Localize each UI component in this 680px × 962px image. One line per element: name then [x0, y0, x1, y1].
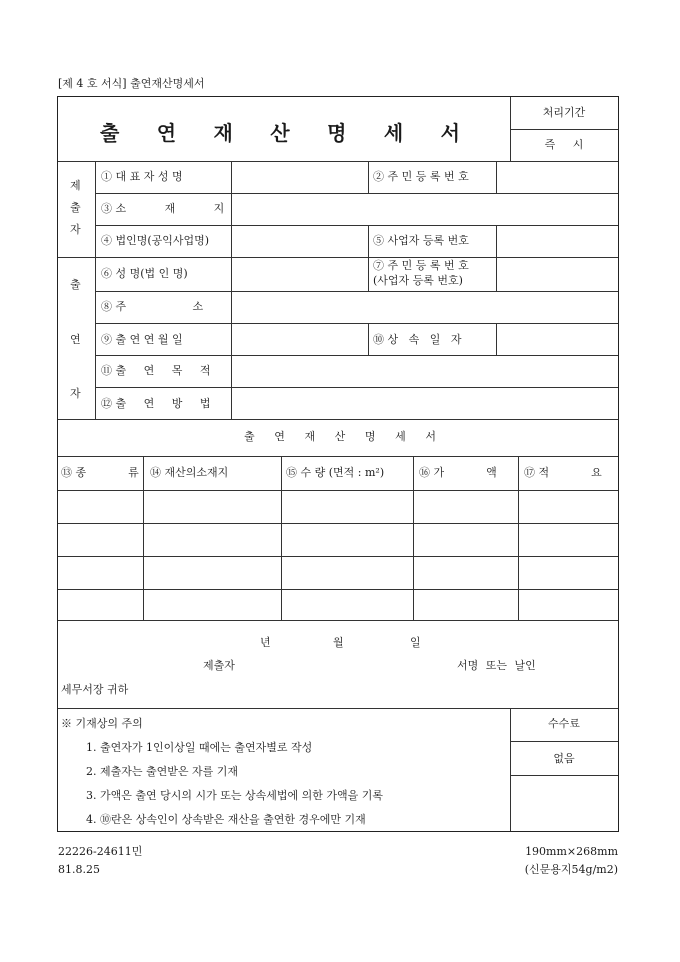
date-year: 년 [260, 636, 271, 649]
contributor-name-field[interactable] [233, 259, 366, 289]
section-title-char: 서 [425, 430, 436, 443]
submitter-char: 자 [70, 223, 81, 236]
note-item: 1. 출연자가 1인이상일 때에는 출연자별로 작성 [86, 741, 313, 754]
representative-name-field[interactable] [233, 163, 366, 191]
table-row[interactable] [58, 557, 618, 588]
date-day: 일 [410, 636, 421, 649]
table-row[interactable] [58, 491, 618, 522]
business-number-field[interactable] [498, 227, 616, 255]
resident-number-field[interactable] [498, 163, 616, 191]
label-contributor-name: ⑥ 성 명(법 인 명) [101, 267, 188, 280]
note-item: 2. 제출자는 출연받은 자를 기재 [86, 765, 238, 778]
contributor-char: 자 [70, 387, 81, 400]
section-title-char: 재 [304, 430, 316, 443]
table-row[interactable] [58, 524, 618, 555]
header-remarks: ⑰ 적 요 [524, 466, 602, 479]
section-title-char: 세 [395, 430, 406, 443]
form-title [100, 113, 460, 149]
fee-value: 없음 [553, 752, 575, 765]
submitter-char: 제 [70, 179, 81, 192]
label-contribution-date: ⑨ 출 연 연 월 일 [101, 333, 183, 346]
contribution-method-field[interactable] [233, 389, 616, 417]
title-char: 명 [327, 120, 347, 145]
header-location: ⑭ 재산의소재지 [150, 466, 229, 479]
fee-label: 수수료 [548, 717, 580, 730]
title-char: 연 [156, 120, 177, 145]
label-corporation-name: ④ 법인명(공익사업명) [101, 234, 210, 247]
corporation-name-field[interactable] [233, 227, 366, 255]
section-title-char: 출 [244, 430, 255, 443]
title-char: 산 [270, 120, 290, 145]
table-row[interactable] [58, 590, 618, 619]
label-inheritance-date: ⑩ 상 속 일 자 [373, 333, 462, 346]
submitter-char: 출 [70, 201, 81, 214]
inheritance-date-field[interactable] [498, 325, 616, 353]
title-char: 서 [440, 120, 460, 145]
note-item: 4. ⑩란은 상속인이 상속받은 재산을 출연한 경우에만 기재 [86, 813, 366, 826]
submitter-sign-label: 제출자 [203, 659, 235, 672]
label-location: ③ 소 재 지 [101, 202, 225, 215]
header-value: ⑯ 가 액 [419, 466, 497, 479]
label-resident-number: ② 주 민 등 록 번 호 [373, 170, 469, 183]
label-representative-name: ① 대 표 자 성 명 [101, 170, 183, 183]
paper-type: (신문용지54g/m2) [524, 863, 618, 876]
processing-label: 처리기간 [542, 106, 586, 119]
label-contribution-method: ⑫ 출 연 방 법 [101, 397, 211, 410]
title-char: 세 [383, 120, 404, 145]
sign-or-seal: 서명 또는 날인 [457, 659, 536, 672]
processing-value: 즉 시 [544, 138, 584, 151]
title-char: 재 [213, 120, 233, 145]
contributor-char: 연 [70, 333, 81, 346]
header-quantity: ⑮ 수 량 (면적 : m²) [286, 466, 385, 479]
header-type: ⑬ 종 류 [61, 466, 139, 479]
label-contributor-resident-number: ⑦ 주 민 등 록 번 호 [373, 259, 469, 272]
note-item: 3. 가액은 출연 당시의 시가 또는 상속세법에 의한 가액을 기록 [86, 789, 383, 802]
address-field[interactable] [233, 293, 616, 321]
contribution-date-field[interactable] [233, 325, 366, 353]
section-title-char: 산 [334, 430, 346, 443]
section-title-char: 명 [364, 430, 376, 443]
paper-size: 190mm×268mm [525, 845, 618, 858]
property-section-title [244, 430, 436, 444]
section-title-char: 연 [274, 430, 285, 443]
contributor-resident-number-field[interactable] [498, 259, 616, 289]
date-month: 월 [333, 636, 344, 649]
label-contribution-purpose: ⑪ 출 연 목 적 [101, 364, 211, 377]
form-date: 81.8.25 [58, 863, 100, 876]
label-address: ⑧ 주 소 [101, 300, 204, 313]
notes-title: ※ 기재상의 주의 [61, 717, 143, 730]
recipient: 세무서장 귀하 [61, 683, 129, 696]
label-contributor-business-number: (사업자 등록 번호) [373, 274, 463, 287]
contribution-purpose-field[interactable] [233, 357, 616, 385]
contributor-char: 출 [70, 278, 81, 291]
title-char: 출 [100, 120, 120, 145]
form-number: [제 4 호 서식] 출연재산명세서 [58, 77, 205, 90]
location-field[interactable] [233, 195, 616, 223]
label-business-number: ⑤ 사업자 등록 번호 [373, 234, 469, 247]
form-code: 22226-24611민 [58, 845, 143, 858]
